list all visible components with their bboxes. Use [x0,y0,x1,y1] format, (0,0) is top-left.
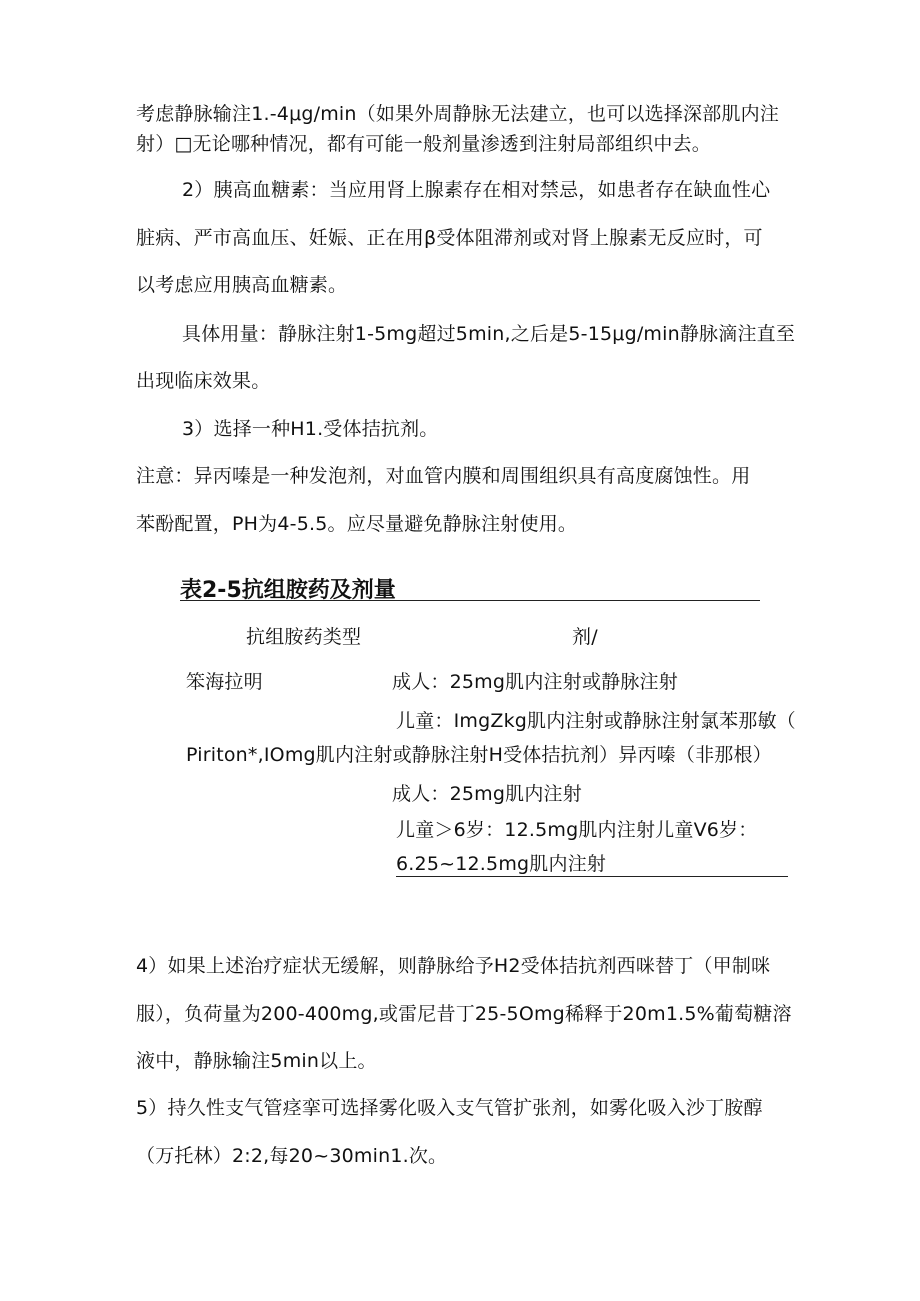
text-line: 液中，静脉输注5min以上。 [136,1050,377,1072]
table-cell: 儿童＞6岁：12.5mg肌内注射儿童V6岁： [396,819,758,841]
table-bottom-rule [396,876,788,877]
table-top-rule [180,600,760,601]
table-cell: 6.25~12.5mg肌内注射 [396,853,607,875]
text-line: 2）胰高血糖素：当应用肾上腺素存在相对禁忌，如患者存在缺血性心 [182,179,771,201]
text-line: 射）□无论哪种情况，都有可能一般剂量渗透到注射局部组织中去。 [136,133,711,155]
text-line: 脏病、严市高血压、妊娠、正在用β受体阻滞剂或对肾上腺素无反应时，可 [136,227,763,249]
text-line: 5）持久性支气管痉挛可选择雾化吸入支气管扩张剂，如雾化吸入沙丁胺醇 [136,1097,763,1119]
text-line: 以考虑应用胰高血糖素。 [136,274,348,296]
table-cell: 成人：25mg肌内注射 [392,783,582,805]
table-cell: 成人：25mg肌内注射或静脉注射 [392,671,678,693]
table-header-type: 抗组胺药类型 [246,626,362,648]
text-line: 注意：异丙嗪是一种发泡剂，对血管内膜和周围组织具有高度腐蚀性。用 [136,465,751,487]
table-cell: 儿童：ImgZkg肌内注射或静脉注射氯苯那敏（ [396,710,796,732]
text-line: 苯酚配置，PH为4-5.5。应尽量避免静脉注射使用。 [136,513,578,535]
text-line: 具体用量：静脉注射1-5mg超过5min,之后是5-15μg/min静脉滴注直至 [182,323,796,345]
table-title: 表2-5抗组胺药及剂量 [180,578,396,603]
table-header-dose: 剂/ [572,626,598,648]
table-cell: Piriton*,IOmg肌内注射或静脉注射H受体拮抗剂）异丙嗪（非那根） [186,744,772,766]
text-line: 考虑静脉输注1.-4μg/min（如果外周静脉无法建立，也可以选择深部肌内注 [136,103,780,125]
table-cell: 笨海拉明 [186,671,263,693]
text-line: 出现临床效果。 [136,370,271,392]
text-line: 3）选择一种H1.受体拮抗剂。 [182,418,439,440]
text-line: （万托林）2:2,每20~30min1.次。 [136,1145,448,1167]
text-line: 服），负荷量为200-400mg,或雷尼昔丁25-5Omg稀释于20m1.5%葡萄糖溶 [136,1003,792,1025]
text-line: 4）如果上述治疗症状无缓解，则静脉给予H2受体拮抗剂西咪替丁（甲制咪 [136,955,771,977]
